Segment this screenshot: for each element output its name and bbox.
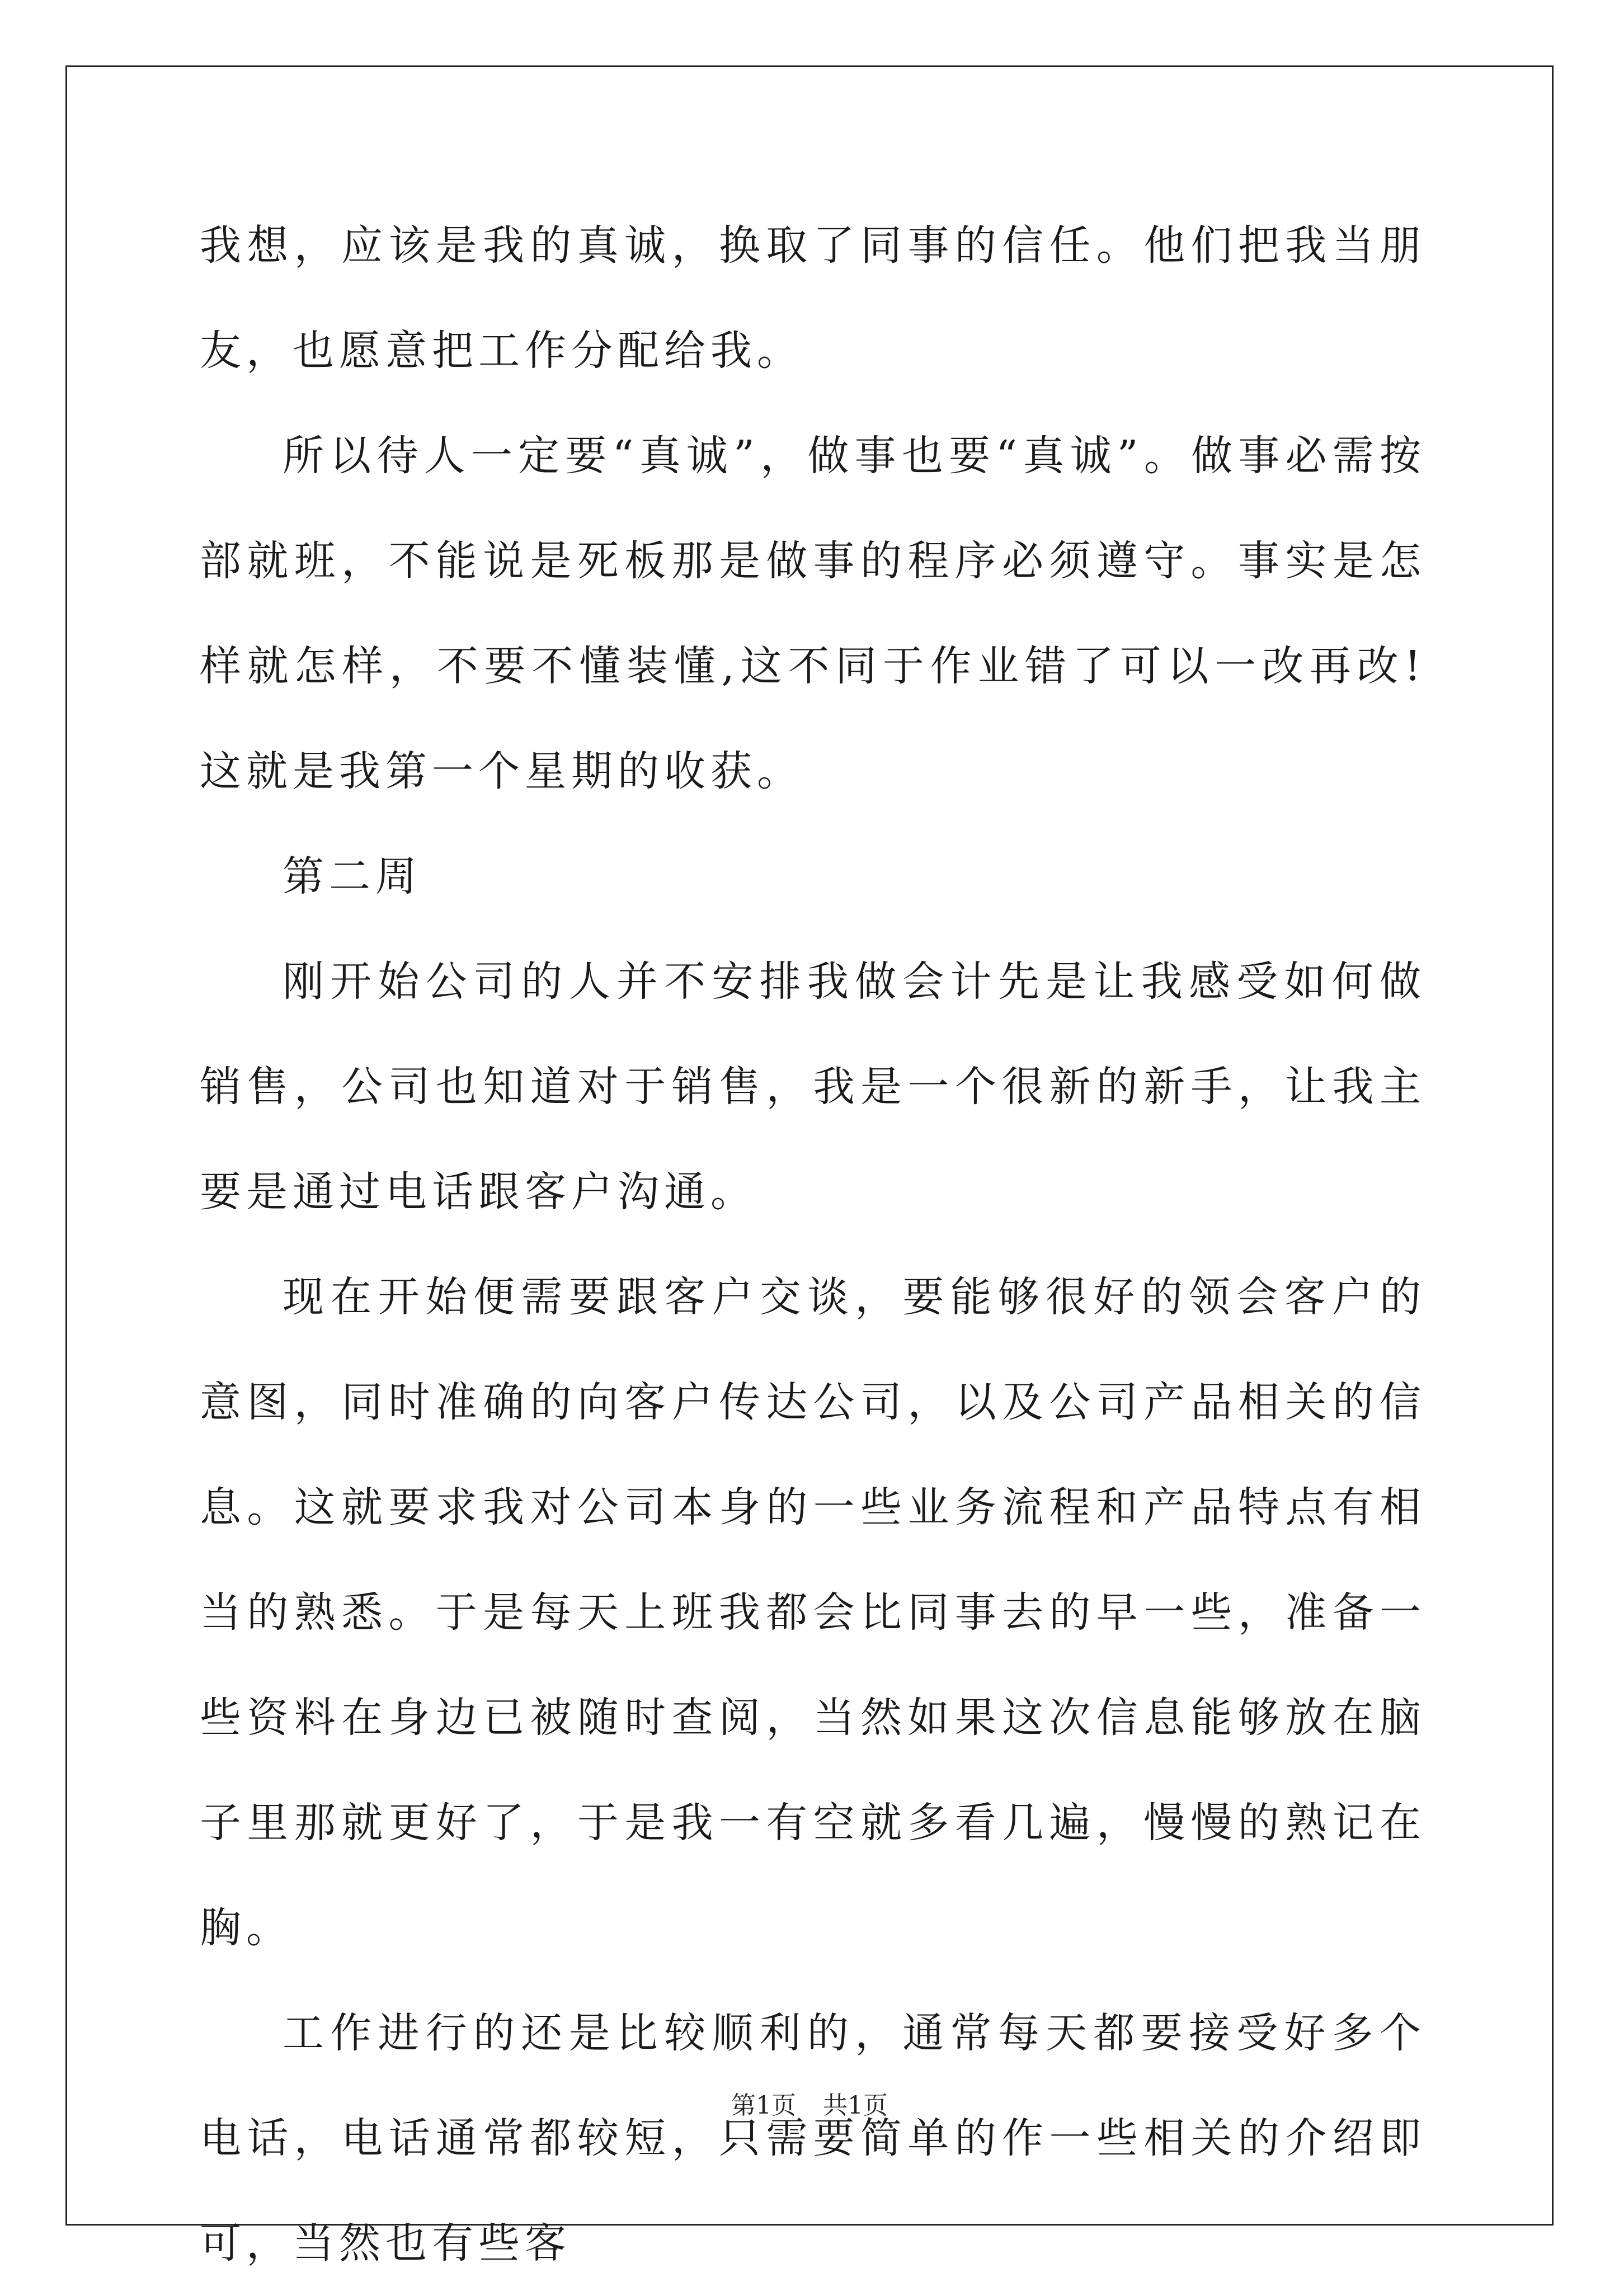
- paragraph: 工作进行的还是比较顺利的，通常每天都要接受好多个电话，电话通常都较短，只需要简单的作一些相关的介绍即可，当然也有些客: [200, 2009, 1426, 2267]
- document-body: [200, 193, 1426, 2296]
- page-number: 第1页: [731, 2091, 796, 2120]
- page-footer: [0, 2085, 1619, 2121]
- section-heading: 第二周: [283, 852, 422, 901]
- paragraph: 我想，应该是我的真诚，换取了同事的信任。他们把我当朋友，也愿意把工作分配给我。: [200, 221, 1426, 375]
- page-total: 共1页: [823, 2091, 888, 2120]
- paragraph: 刚开始公司的人并不安排我做会计先是让我感受如何做销售，公司也知道对于销售，我是一个很新的新手，让我主要是通过电话跟客户沟通。: [200, 958, 1426, 1216]
- paragraph: 所以待人一定要“真诚”，做事也要“真诚”。做事必需按部就班，不能说是死板那是做事的程序必须遵守。事实是怎样就怎样，不要不懂装懂,这不同于作业错了可以一改再改!这就是我第一个星期的收获。: [200, 432, 1426, 795]
- paragraph: 现在开始便需要跟客户交谈，要能够很好的领会客户的意图，同时准确的向客户传达公司，以及公司产品相关的信息。这就要求我对公司本身的一些业务流程和产品特点有相当的熟悉。于是每天上班我都会比同事去的早一些，准备一些资料在身边已被随时查阅，当然如果这次信息能够放在脑子里那就更好了，于是我一有空就多看几遍，慢慢的熟记在胸。: [200, 1273, 1426, 1952]
